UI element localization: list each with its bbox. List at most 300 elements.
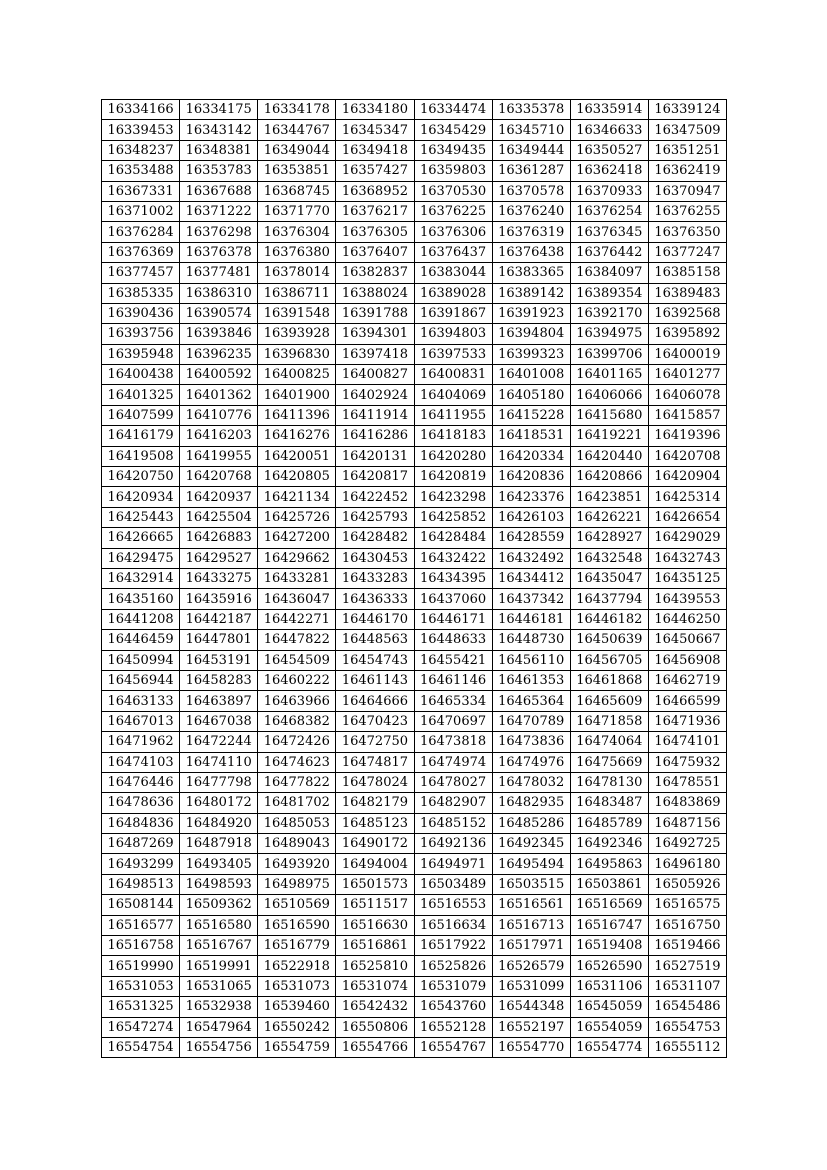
table-cell: 16484836 (102, 813, 180, 833)
table-cell: 16467038 (180, 711, 258, 731)
table-cell: 16426883 (180, 528, 258, 548)
table-cell: 16501573 (336, 874, 414, 894)
table-cell: 16478551 (648, 772, 726, 792)
table-cell: 16425314 (648, 487, 726, 507)
table-cell: 16526579 (492, 956, 570, 976)
table-row (102, 997, 727, 1017)
table-cell: 16384097 (570, 263, 648, 283)
table-cell: 16357427 (336, 161, 414, 181)
table-cell: 16416286 (336, 426, 414, 446)
table-cell: 16401165 (570, 365, 648, 385)
table-cell: 16484920 (180, 813, 258, 833)
table-cell: 16397418 (336, 344, 414, 364)
table-cell: 16371222 (180, 201, 258, 221)
table-row (102, 630, 727, 650)
table-cell: 16532938 (180, 997, 258, 1017)
table-row (102, 344, 727, 364)
table-cell: 16526590 (570, 956, 648, 976)
table-cell: 16554766 (336, 1037, 414, 1057)
table-cell: 16531053 (102, 976, 180, 996)
table-cell: 16461143 (336, 670, 414, 690)
table-row (102, 691, 727, 711)
table-cell: 16385158 (648, 263, 726, 283)
table-row (102, 242, 727, 262)
table-cell: 16543760 (414, 997, 492, 1017)
table-cell: 16335378 (492, 100, 570, 120)
table-cell: 16446182 (570, 609, 648, 629)
table-cell: 16447822 (258, 630, 336, 650)
table-row (102, 487, 727, 507)
table-cell: 16426103 (492, 507, 570, 527)
table-row (102, 874, 727, 894)
table-cell: 16393756 (102, 324, 180, 344)
table-cell: 16489043 (258, 834, 336, 854)
table-cell: 16516779 (258, 936, 336, 956)
table-row (102, 915, 727, 935)
table-cell: 16516575 (648, 895, 726, 915)
table-cell: 16420334 (492, 446, 570, 466)
table-row (102, 711, 727, 731)
table-cell: 16446250 (648, 609, 726, 629)
table-cell: 16416203 (180, 426, 258, 446)
table-cell: 16428482 (336, 528, 414, 548)
table-cell: 16376345 (570, 222, 648, 242)
table-cell: 16393846 (180, 324, 258, 344)
table-cell: 16382837 (336, 263, 414, 283)
table-row (102, 222, 727, 242)
table-cell: 16345429 (414, 120, 492, 140)
table-cell: 16415857 (648, 405, 726, 425)
table-cell: 16426221 (570, 507, 648, 527)
table-cell: 16420904 (648, 467, 726, 487)
table-cell: 16391923 (492, 303, 570, 323)
table-cell: 16392568 (648, 303, 726, 323)
table-cell: 16495863 (570, 854, 648, 874)
table-cell: 16516580 (180, 915, 258, 935)
table-cell: 16487269 (102, 834, 180, 854)
table-cell: 16516713 (492, 915, 570, 935)
table-cell: 16376240 (492, 201, 570, 221)
table-cell: 16542432 (336, 997, 414, 1017)
table-cell: 16401362 (180, 385, 258, 405)
table-cell: 16554759 (258, 1037, 336, 1057)
table-cell: 16455421 (414, 650, 492, 670)
table-cell: 16435047 (570, 568, 648, 588)
table-cell: 16531074 (336, 976, 414, 996)
table-cell: 16339453 (102, 120, 180, 140)
table-row (102, 752, 727, 772)
table-cell: 16377247 (648, 242, 726, 262)
table-cell: 16418183 (414, 426, 492, 446)
table-row (102, 528, 727, 548)
table-cell: 16462719 (648, 670, 726, 690)
table-cell: 16334178 (258, 100, 336, 120)
table-cell: 16554774 (570, 1037, 648, 1057)
table-row (102, 589, 727, 609)
table-cell: 16376350 (648, 222, 726, 242)
table-cell: 16519466 (648, 936, 726, 956)
table-cell: 16545059 (570, 997, 648, 1017)
table-cell: 16474974 (414, 752, 492, 772)
table-row (102, 650, 727, 670)
table-row (102, 813, 727, 833)
table-cell: 16458283 (180, 670, 258, 690)
table-cell: 16554059 (570, 1017, 648, 1037)
table-cell: 16478130 (570, 772, 648, 792)
table-cell: 16390436 (102, 303, 180, 323)
table-cell: 16531099 (492, 976, 570, 996)
table-cell: 16376284 (102, 222, 180, 242)
table-cell: 16478032 (492, 772, 570, 792)
table-cell: 16426665 (102, 528, 180, 548)
table-cell: 16466599 (648, 691, 726, 711)
table-cell: 16510569 (258, 895, 336, 915)
table-cell: 16420934 (102, 487, 180, 507)
table-cell: 16516577 (102, 915, 180, 935)
table-cell: 16478636 (102, 793, 180, 813)
table-row (102, 936, 727, 956)
table-cell: 16391788 (336, 303, 414, 323)
table-cell: 16376437 (414, 242, 492, 262)
table-cell: 16447801 (180, 630, 258, 650)
table-cell: 16411396 (258, 405, 336, 425)
table-cell: 16410776 (180, 405, 258, 425)
table-cell: 16349444 (492, 140, 570, 160)
table-cell: 16505926 (648, 874, 726, 894)
table-cell: 16371002 (102, 201, 180, 221)
table-cell: 16492725 (648, 834, 726, 854)
table-cell: 16471858 (570, 711, 648, 731)
number-table (101, 99, 727, 1058)
table-cell: 16554756 (180, 1037, 258, 1057)
table-cell: 16493405 (180, 854, 258, 874)
table-cell: 16554770 (492, 1037, 570, 1057)
table-row (102, 140, 727, 160)
table-cell: 16351251 (648, 140, 726, 160)
table-cell: 16460222 (258, 670, 336, 690)
table-cell: 16401900 (258, 385, 336, 405)
table-cell: 16433281 (258, 568, 336, 588)
table-cell: 16448730 (492, 630, 570, 650)
table-cell: 16335914 (570, 100, 648, 120)
table-cell: 16347509 (648, 120, 726, 140)
table-cell: 16406066 (570, 385, 648, 405)
table-row (102, 956, 727, 976)
table-cell: 16383044 (414, 263, 492, 283)
table-cell: 16392170 (570, 303, 648, 323)
table-cell: 16471962 (102, 732, 180, 752)
table-cell: 16350527 (570, 140, 648, 160)
table-cell: 16454743 (336, 650, 414, 670)
table-cell: 16371770 (258, 201, 336, 221)
table-cell: 16490172 (336, 834, 414, 854)
table-cell: 16362419 (648, 161, 726, 181)
table-cell: 16474110 (180, 752, 258, 772)
table-cell: 16426654 (648, 507, 726, 527)
table-cell: 16395948 (102, 344, 180, 364)
table-cell: 16498975 (258, 874, 336, 894)
table-cell: 16531106 (570, 976, 648, 996)
table-cell: 16516630 (336, 915, 414, 935)
table-cell: 16418531 (492, 426, 570, 446)
table-row (102, 467, 727, 487)
table-cell: 16420750 (102, 467, 180, 487)
table-cell: 16525810 (336, 956, 414, 976)
table-cell: 16432743 (648, 548, 726, 568)
table-cell: 16503515 (492, 874, 570, 894)
table-cell: 16547964 (180, 1017, 258, 1037)
table-cell: 16400438 (102, 365, 180, 385)
table-cell: 16516590 (258, 915, 336, 935)
table-cell: 16433275 (180, 568, 258, 588)
table-cell: 16376369 (102, 242, 180, 262)
table-cell: 16441208 (102, 609, 180, 629)
table-cell: 16376378 (180, 242, 258, 262)
table-cell: 16394975 (570, 324, 648, 344)
table-cell: 16472426 (258, 732, 336, 752)
table-cell: 16482179 (336, 793, 414, 813)
table-cell: 16544348 (492, 997, 570, 1017)
table-cell: 16446181 (492, 609, 570, 629)
table-cell: 16423298 (414, 487, 492, 507)
table-cell: 16495494 (492, 854, 570, 874)
table-row (102, 507, 727, 527)
table-cell: 16465364 (492, 691, 570, 711)
table-cell: 16516758 (102, 936, 180, 956)
table-row (102, 201, 727, 221)
table-cell: 16397533 (414, 344, 492, 364)
table-cell: 16376225 (414, 201, 492, 221)
table-cell: 16349044 (258, 140, 336, 160)
table-cell: 16436333 (336, 589, 414, 609)
table-cell: 16428484 (414, 528, 492, 548)
table-cell: 16463966 (258, 691, 336, 711)
table-cell: 16399323 (492, 344, 570, 364)
table-cell: 16415680 (570, 405, 648, 425)
table-cell: 16470423 (336, 711, 414, 731)
table-cell: 16416179 (102, 426, 180, 446)
table-cell: 16401008 (492, 365, 570, 385)
table-cell: 16474817 (336, 752, 414, 772)
table-cell: 16432914 (102, 568, 180, 588)
table-cell: 16427200 (258, 528, 336, 548)
table-cell: 16432492 (492, 548, 570, 568)
table-row (102, 895, 727, 915)
table-cell: 16531073 (258, 976, 336, 996)
table-cell: 16422452 (336, 487, 414, 507)
table-cell: 16389028 (414, 283, 492, 303)
table-cell: 16552197 (492, 1017, 570, 1037)
table-cell: 16419221 (570, 426, 648, 446)
table-cell: 16539460 (258, 997, 336, 1017)
table-row (102, 609, 727, 629)
table-cell: 16522918 (258, 956, 336, 976)
table-cell: 16383365 (492, 263, 570, 283)
table-cell: 16420280 (414, 446, 492, 466)
table-cell: 16376304 (258, 222, 336, 242)
table-cell: 16334175 (180, 100, 258, 120)
table-cell: 16516750 (648, 915, 726, 935)
table-cell: 16425443 (102, 507, 180, 527)
table-cell: 16419396 (648, 426, 726, 446)
table-cell: 16399706 (570, 344, 648, 364)
table-cell: 16353851 (258, 161, 336, 181)
table-cell: 16481702 (258, 793, 336, 813)
table-cell: 16519408 (570, 936, 648, 956)
table-cell: 16437794 (570, 589, 648, 609)
table-cell: 16400827 (336, 365, 414, 385)
table-cell: 16475932 (648, 752, 726, 772)
table-cell: 16516861 (336, 936, 414, 956)
table-cell: 16400825 (258, 365, 336, 385)
table-cell: 16433283 (336, 568, 414, 588)
table-cell: 16400592 (180, 365, 258, 385)
table-row (102, 1017, 727, 1037)
table-cell: 16463897 (180, 691, 258, 711)
table-cell: 16550806 (336, 1017, 414, 1037)
table-cell: 16531107 (648, 976, 726, 996)
table-cell: 16446170 (336, 609, 414, 629)
table-cell: 16339124 (648, 100, 726, 120)
table-cell: 16420051 (258, 446, 336, 466)
table-cell: 16516634 (414, 915, 492, 935)
table-cell: 16511517 (336, 895, 414, 915)
table-cell: 16420866 (570, 467, 648, 487)
table-cell: 16554753 (648, 1017, 726, 1037)
table-cell: 16389483 (648, 283, 726, 303)
table-cell: 16353783 (180, 161, 258, 181)
table-cell: 16432422 (414, 548, 492, 568)
table-cell: 16483487 (570, 793, 648, 813)
table-cell: 16391867 (414, 303, 492, 323)
table-row (102, 426, 727, 446)
table-cell: 16432548 (570, 548, 648, 568)
table-cell: 16492346 (570, 834, 648, 854)
table-cell: 16516569 (570, 895, 648, 915)
table-cell: 16435916 (180, 589, 258, 609)
table-cell: 16411955 (414, 405, 492, 425)
table-cell: 16377481 (180, 263, 258, 283)
table-cell: 16334474 (414, 100, 492, 120)
table-cell: 16461868 (570, 670, 648, 690)
table-cell: 16349435 (414, 140, 492, 160)
table-cell: 16474976 (492, 752, 570, 772)
table-cell: 16376407 (336, 242, 414, 262)
table-cell: 16386310 (180, 283, 258, 303)
table-cell: 16361287 (492, 161, 570, 181)
table-cell: 16378014 (258, 263, 336, 283)
table-cell: 16439553 (648, 589, 726, 609)
table-cell: 16555112 (648, 1037, 726, 1057)
table-cell: 16420708 (648, 446, 726, 466)
table-cell: 16376305 (336, 222, 414, 242)
table-cell: 16428927 (570, 528, 648, 548)
table-cell: 16480172 (180, 793, 258, 813)
table-cell: 16448633 (414, 630, 492, 650)
table-cell: 16349418 (336, 140, 414, 160)
table-cell: 16385335 (102, 283, 180, 303)
table-body (102, 100, 727, 1058)
table-cell: 16420805 (258, 467, 336, 487)
table-cell: 16476446 (102, 772, 180, 792)
table-cell: 16370933 (570, 181, 648, 201)
table-row (102, 385, 727, 405)
table-cell: 16516767 (180, 936, 258, 956)
table-cell: 16498513 (102, 874, 180, 894)
table-cell: 16477798 (180, 772, 258, 792)
table-cell: 16485152 (414, 813, 492, 833)
table-cell: 16394804 (492, 324, 570, 344)
table-cell: 16425726 (258, 507, 336, 527)
table-cell: 16415228 (492, 405, 570, 425)
table-cell: 16386711 (258, 283, 336, 303)
table-row (102, 120, 727, 140)
table-cell: 16370530 (414, 181, 492, 201)
table-cell: 16474103 (102, 752, 180, 772)
table-cell: 16346633 (570, 120, 648, 140)
table-cell: 16456908 (648, 650, 726, 670)
table-cell: 16508144 (102, 895, 180, 915)
table-row (102, 365, 727, 385)
table-cell: 16429662 (258, 548, 336, 568)
table-cell: 16494004 (336, 854, 414, 874)
table-row (102, 446, 727, 466)
table-cell: 16509362 (180, 895, 258, 915)
table-cell: 16437342 (492, 589, 570, 609)
table-cell: 16463133 (102, 691, 180, 711)
table-cell: 16465334 (414, 691, 492, 711)
table-cell: 16429029 (648, 528, 726, 548)
table-cell: 16442271 (258, 609, 336, 629)
table-cell: 16435125 (648, 568, 726, 588)
table-cell: 16420937 (180, 487, 258, 507)
table-cell: 16467013 (102, 711, 180, 731)
table-cell: 16473836 (492, 732, 570, 752)
table-cell: 16485789 (570, 813, 648, 833)
table-cell: 16416276 (258, 426, 336, 446)
table-cell: 16450639 (570, 630, 648, 650)
table-cell: 16468382 (258, 711, 336, 731)
table-row (102, 161, 727, 181)
table-cell: 16419955 (180, 446, 258, 466)
table-cell: 16407599 (102, 405, 180, 425)
table-cell: 16434412 (492, 568, 570, 588)
table-cell: 16474623 (258, 752, 336, 772)
table-cell: 16461146 (414, 670, 492, 690)
table-cell: 16456110 (492, 650, 570, 670)
table-cell: 16456944 (102, 670, 180, 690)
table-cell: 16435160 (102, 589, 180, 609)
table-cell: 16470697 (414, 711, 492, 731)
table-cell: 16448563 (336, 630, 414, 650)
table-cell: 16446459 (102, 630, 180, 650)
table-cell: 16334166 (102, 100, 180, 120)
table-cell: 16405180 (492, 385, 570, 405)
table-cell: 16470789 (492, 711, 570, 731)
table-cell: 16446171 (414, 609, 492, 629)
table-row (102, 324, 727, 344)
table-row (102, 303, 727, 323)
table-cell: 16402924 (336, 385, 414, 405)
table-cell: 16396235 (180, 344, 258, 364)
table-cell: 16517971 (492, 936, 570, 956)
table-cell: 16550242 (258, 1017, 336, 1037)
table-cell: 16503489 (414, 874, 492, 894)
table-row (102, 548, 727, 568)
table-cell: 16494971 (414, 854, 492, 874)
table-cell: 16348237 (102, 140, 180, 160)
table-cell: 16396830 (258, 344, 336, 364)
